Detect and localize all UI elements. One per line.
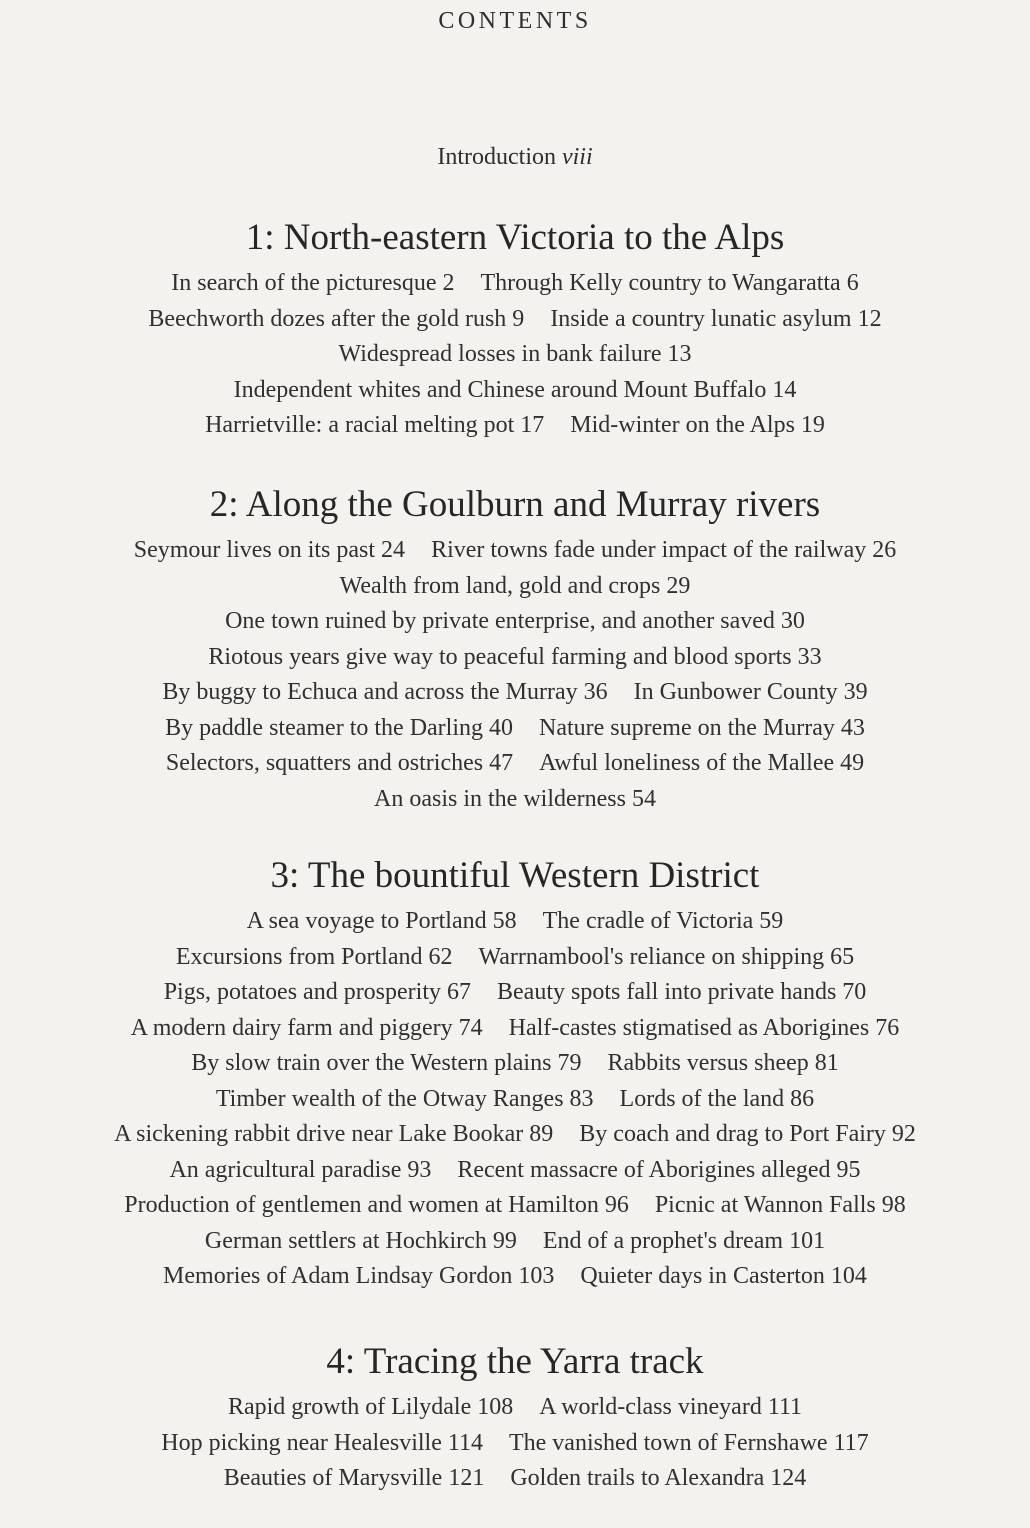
toc-entry: Riotous years give way to peaceful farming and blood sports 33: [208, 643, 822, 670]
toc-entry: By buggy to Echuca and across the Murray 36: [162, 679, 608, 705]
toc-line: [0, 1426, 1030, 1462]
toc-line: [0, 373, 1030, 409]
toc-entry: A world-class vineyard 111: [539, 1394, 803, 1420]
toc-entry: By slow train over the Western plains 79: [191, 1050, 582, 1076]
chapter-3: [0, 854, 1030, 1295]
toc-line: [0, 1046, 1030, 1082]
toc-entry: Golden trails to Alexandra 124: [510, 1465, 807, 1491]
toc-entry: A sickening rabbit drive near Lake Bookar 89: [114, 1121, 554, 1147]
toc-entry: Wealth from land, gold and crops 29: [339, 572, 691, 599]
toc-line: [0, 604, 1030, 640]
toc-entry: Quieter days in Casterton 104: [580, 1263, 867, 1289]
toc-line: [0, 1153, 1030, 1189]
toc-entry: Production of gentlemen and women at Hamilton 96: [124, 1192, 629, 1218]
toc-entry: Beechworth dozes after the gold rush 9: [148, 305, 525, 332]
toc-entry: Awful loneliness of the Mallee 49: [539, 750, 865, 776]
toc-entry: Hop picking near Healesville 114: [161, 1429, 483, 1456]
toc-entry: Mid-winter on the Alps 19: [570, 412, 825, 438]
toc-entry: Excursions from Portland 62: [175, 943, 453, 970]
toc-line: [0, 533, 1030, 569]
running-head: CONTENTS: [438, 8, 592, 34]
toc-entry: Timber wealth of the Otway Ranges 83: [215, 1085, 594, 1112]
toc-line: [0, 1188, 1030, 1224]
toc-entry: Widespread losses in bank failure 13: [338, 341, 692, 367]
toc-line: [0, 975, 1030, 1011]
toc-entry: An oasis in the wilderness 54: [374, 785, 656, 812]
toc-entry: Beauties of Marysville 121: [223, 1465, 485, 1491]
toc-entry: Nature supreme on the Murray 43: [539, 714, 865, 741]
toc-entry: River towns fade under impact of the railway 26: [431, 537, 897, 563]
chapter-2: [0, 483, 1030, 817]
toc-line: [0, 266, 1030, 302]
toc-line: [0, 675, 1030, 711]
toc-entry: Lords of the land 86: [619, 1085, 815, 1112]
toc-line: [0, 1461, 1030, 1497]
toc-entry: Harrietville: a racial melting pot 17: [205, 412, 545, 438]
toc-entry: A modern dairy farm and piggery 74: [130, 1014, 483, 1041]
toc-line: [0, 1117, 1030, 1153]
toc-entry: A sea voyage to Portland 58: [246, 908, 517, 934]
toc-entry: Picnic at Wannon Falls 98: [654, 1192, 906, 1218]
toc-entry: Pigs, potatoes and prosperity 67: [163, 979, 472, 1005]
toc-line: [0, 1082, 1030, 1118]
chapter-title: 2: Along the Goulburn and Murray rivers: [209, 484, 821, 525]
toc-entry: Warrnambool's reliance on shipping 65: [478, 943, 855, 970]
toc-entry: The vanished town of Fernshawe 117: [508, 1429, 869, 1456]
chapter-title: 4: Tracing the Yarra track: [326, 1341, 704, 1382]
toc-entry: Selectors, squatters and ostriches 47: [165, 750, 514, 776]
toc-entry: German settlers at Hochkirch 99: [204, 1227, 517, 1254]
introduction-label: Introduction: [437, 144, 556, 170]
toc-line: [0, 1011, 1030, 1047]
toc-entry: By coach and drag to Port Fairy 92: [579, 1121, 916, 1147]
toc-entry: One town ruined by private enterprise, and another saved 30: [225, 608, 805, 634]
toc-entry: In Gunbower County 39: [633, 679, 868, 705]
toc-entry: Memories of Adam Lindsay Gordon 103: [163, 1263, 555, 1289]
chapter-entries: [0, 533, 1030, 817]
toc-entry: An agricultural paradise 93: [169, 1156, 432, 1183]
toc-entry: In search of the picturesque 2: [171, 270, 455, 296]
toc-line: [0, 940, 1030, 976]
toc-entry: Recent massacre of Aborigines alleged 95: [457, 1156, 861, 1183]
chapter-entries: [0, 266, 1030, 444]
toc-entry: By paddle steamer to the Darling 40: [165, 714, 513, 741]
toc-line: [0, 569, 1030, 605]
toc-line: [0, 1390, 1030, 1426]
introduction-page: viii: [561, 144, 593, 170]
chapter-4: [0, 1340, 1030, 1497]
toc-line: [0, 782, 1030, 818]
toc-line: [0, 640, 1030, 676]
toc-entry: Through Kelly country to Wangaratta 6: [480, 270, 859, 296]
toc-line: [0, 1224, 1030, 1260]
chapter-1: [0, 216, 1030, 444]
introduction-entry: [0, 144, 1030, 171]
toc-entry: Rabbits versus sheep 81: [607, 1050, 839, 1076]
toc-entry: Beauty spots fall into private hands 70: [497, 979, 867, 1005]
toc-line: [0, 302, 1030, 338]
toc-line: [0, 337, 1030, 373]
toc-line: [0, 408, 1030, 444]
chapter-entries: [0, 1390, 1030, 1497]
toc-line: [0, 1259, 1030, 1295]
toc-entry: Independent whites and Chinese around Mount Buffalo 14: [233, 376, 797, 403]
toc-entry: Rapid growth of Lilydale 108: [227, 1394, 514, 1420]
toc-entry: Inside a country lunatic asylum 12: [550, 305, 882, 332]
chapter-title: 3: The bountiful Western District: [270, 855, 760, 896]
toc-line: [0, 711, 1030, 747]
toc-line: [0, 746, 1030, 782]
toc-entry: Half-castes stigmatised as Aborigines 76: [508, 1014, 900, 1041]
toc-entry: The cradle of Victoria 59: [542, 908, 784, 934]
chapter-title: 1: North-eastern Victoria to the Alps: [245, 217, 785, 258]
chapter-entries: [0, 904, 1030, 1295]
toc-line: [0, 904, 1030, 940]
toc-entry: Seymour lives on its past 24: [133, 537, 406, 563]
toc-entry: End of a prophet's dream 101: [542, 1227, 826, 1254]
